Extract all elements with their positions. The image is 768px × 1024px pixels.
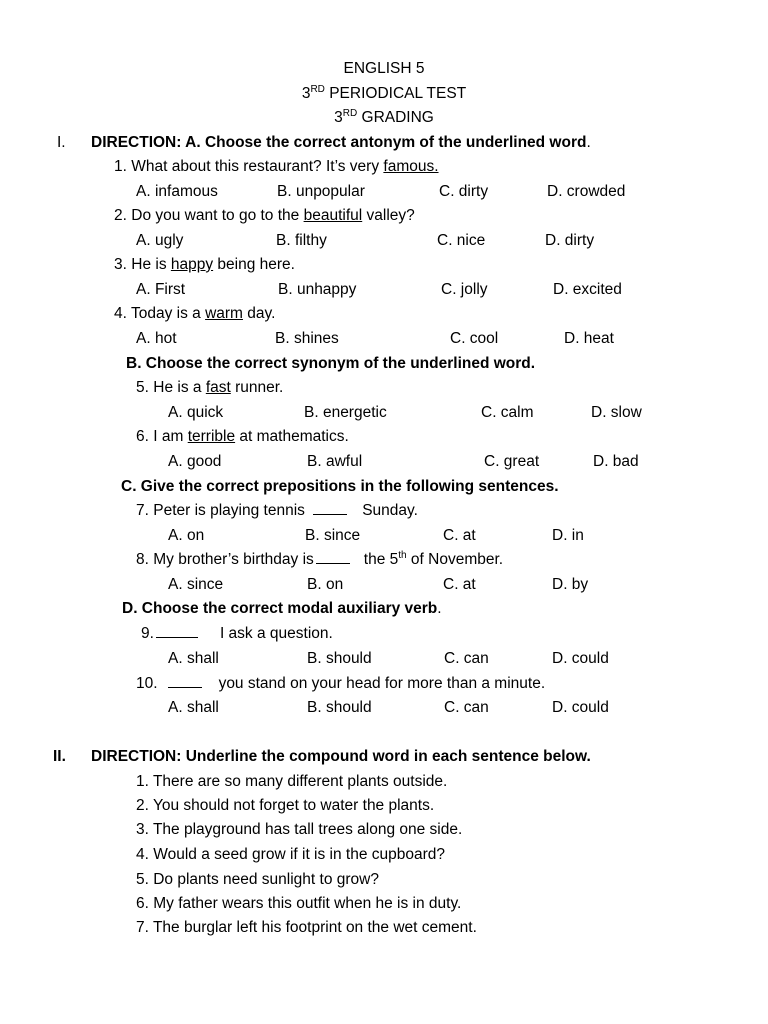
- q5-option-d: D. slow: [591, 404, 642, 421]
- q10-option-a: A. shall: [168, 699, 219, 716]
- part1-direction-a: DIRECTION: A. Choose the correct antonym of the underlined word.: [91, 134, 591, 151]
- q2-option-b: B. filthy: [276, 232, 327, 249]
- part2-direction: DIRECTION: Underline the compound word in each sentence below.: [91, 748, 591, 765]
- q1-option-d: D. crowded: [547, 183, 626, 200]
- answer-blank: [313, 502, 347, 515]
- q9-option-a: A. shall: [168, 650, 219, 667]
- q2-option-a: A. ugly: [136, 232, 184, 249]
- q3-option-c: C. jolly: [441, 281, 488, 298]
- answer-blank: [156, 625, 198, 638]
- subject-title: ENGLISH 5: [343, 60, 425, 77]
- q10-option-b: B. should: [307, 699, 372, 716]
- q7-option-b: B. since: [305, 527, 361, 544]
- question-7: 7. Peter is playing tennis Sunday.: [136, 502, 418, 519]
- q7-option-a: A. on: [168, 527, 205, 544]
- part2-roman: II.: [53, 748, 66, 765]
- q3-option-d: D. excited: [553, 281, 622, 298]
- answer-blank: [168, 675, 202, 688]
- q2-option-d: D. dirty: [545, 232, 595, 249]
- part2-item: 2. You should not forget to water the plants.: [136, 797, 435, 814]
- part2-item: 4. Would a seed grow if it is in the cupboard?: [136, 846, 446, 863]
- q6-option-c: C. great: [484, 453, 540, 470]
- q4-option-a: A. hot: [136, 330, 177, 347]
- q4-option-d: D. heat: [564, 330, 614, 347]
- test-title: 3RD PERIODICAL TEST: [301, 83, 467, 102]
- q3-option-b: B. unhappy: [278, 281, 357, 298]
- part1-direction-b: B. Choose the correct synonym of the underlined word.: [126, 355, 536, 372]
- q2-option-c: C. nice: [437, 232, 486, 249]
- q8-option-a: A. since: [168, 576, 224, 593]
- q8-option-d: D. by: [552, 576, 589, 593]
- part2-item: 3. The playground has tall trees along one side.: [136, 821, 463, 838]
- q4-option-c: C. cool: [450, 330, 499, 347]
- question-9: 9. I ask a question.: [141, 625, 333, 642]
- q8-option-b: B. on: [307, 576, 344, 593]
- q4-option-b: B. shines: [275, 330, 339, 347]
- q6-option-b: B. awful: [307, 453, 363, 470]
- q1-option-a: A. infamous: [136, 183, 218, 200]
- part2-item: 5. Do plants need sunlight to grow?: [136, 871, 379, 888]
- part2-item: 1. There are so many different plants outside.: [136, 773, 448, 790]
- q5-option-a: A. quick: [168, 404, 224, 421]
- q6-option-d: D. bad: [593, 453, 639, 470]
- q1-option-b: B. unpopular: [277, 183, 365, 200]
- part1-direction-d: D. Choose the correct modal auxiliary verb.: [122, 600, 442, 617]
- q8-option-c: C. at: [443, 576, 476, 593]
- grading-title: 3RD GRADING: [334, 107, 434, 126]
- q5-option-c: C. calm: [481, 404, 534, 421]
- q7-option-d: D. in: [552, 527, 584, 544]
- q9-option-d: D. could: [552, 650, 609, 667]
- question-8: 8. My brother’s birthday is the 5th of November.: [136, 549, 504, 568]
- question-10: 10. you stand on your head for more than a minute.: [136, 675, 546, 692]
- question-1: 1. What about this restaurant? It’s very famous.: [114, 158, 439, 175]
- part1-direction-c: C. Give the correct prepositions in the following sentences.: [121, 478, 559, 495]
- q6-option-a: A. good: [168, 453, 222, 470]
- part2-item: 6. My father wears this outfit when he is in duty.: [136, 895, 462, 912]
- q9-option-c: C. can: [444, 650, 489, 667]
- q5-option-b: B. energetic: [304, 404, 387, 421]
- question-6: 6. I am terrible at mathematics.: [136, 428, 349, 445]
- question-2: 2. Do you want to go to the beautiful valley?: [114, 207, 415, 224]
- question-5: 5. He is a fast runner.: [136, 379, 284, 396]
- q3-option-a: A. First: [136, 281, 186, 298]
- q10-option-d: D. could: [552, 699, 609, 716]
- answer-blank: [316, 551, 350, 564]
- q10-option-c: C. can: [444, 699, 489, 716]
- q1-option-c: C. dirty: [439, 183, 489, 200]
- q9-option-b: B. should: [307, 650, 372, 667]
- part1-roman: I.: [57, 134, 66, 151]
- q7-option-c: C. at: [443, 527, 476, 544]
- question-3: 3. He is happy being here.: [114, 256, 295, 273]
- part2-item: 7. The burglar left his footprint on the wet cement.: [136, 919, 477, 936]
- question-4: 4. Today is a warm day.: [114, 305, 276, 322]
